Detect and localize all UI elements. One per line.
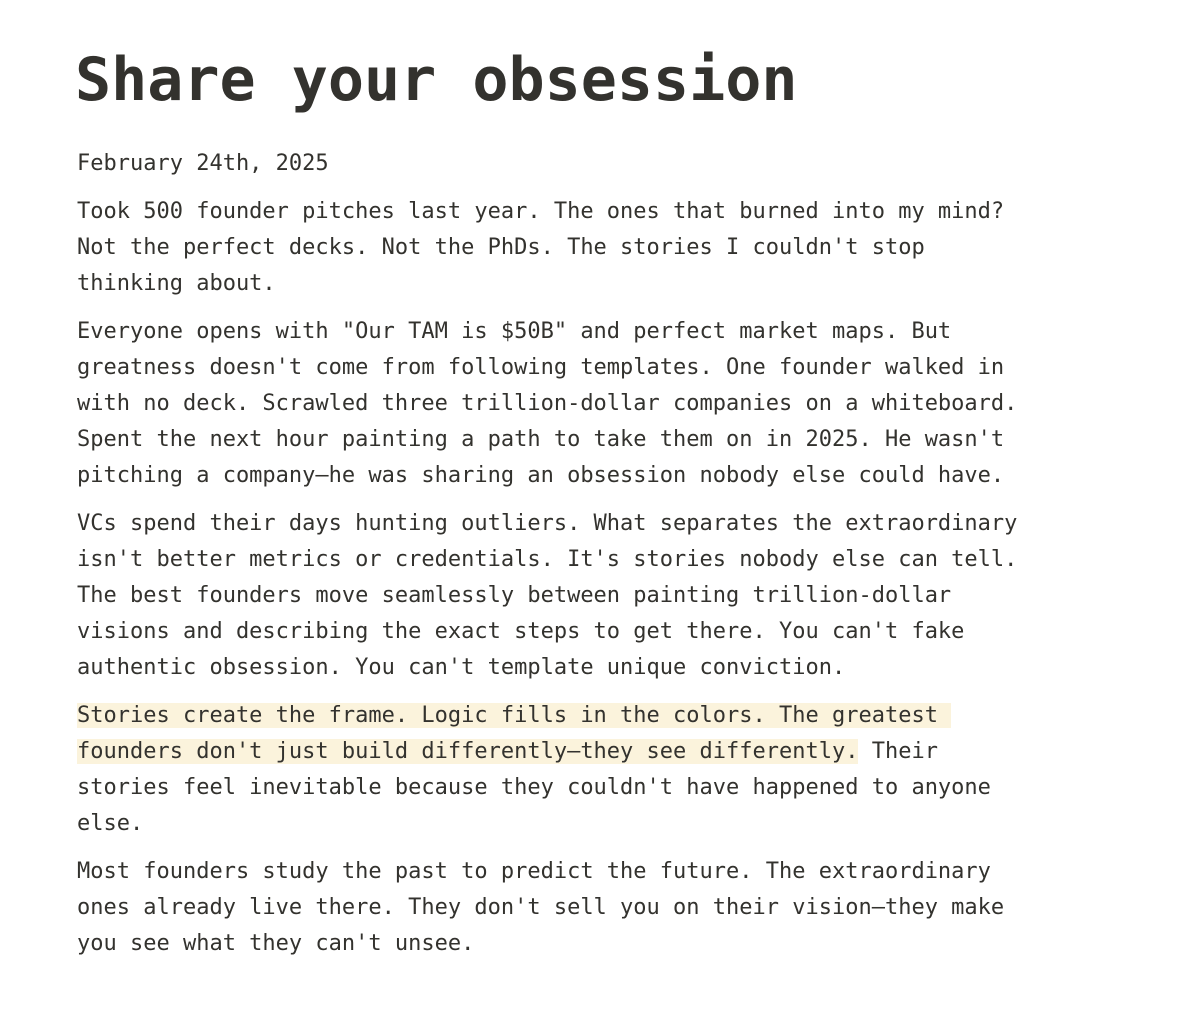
paragraph-line: Everyone opens with "Our TAM is $50B" and perfect market maps. But	[77, 319, 952, 344]
paragraph-line: greatness doesn't come from following templates. One founder walked in	[77, 355, 1005, 380]
paragraph-line: isn't better metrics or credentials. It's stories nobody else can tell.	[77, 547, 1018, 572]
paragraph-line	[77, 698, 1130, 734]
paragraph-5	[77, 854, 1130, 962]
paragraph-line	[77, 734, 1130, 770]
paragraph-line: VCs spend their days hunting outliers. What separates the extraordinary	[77, 511, 1018, 536]
article-title: Share your obsession	[75, 45, 798, 115]
paragraph-2	[77, 314, 1130, 494]
paragraph-line: thinking about.	[77, 271, 276, 296]
paragraph-line: The best founders move seamlessly between painting trillion-dollar	[77, 583, 952, 608]
highlighted-text: Stories create the frame. Logic fills in the colors. The greatest	[77, 703, 952, 728]
paragraph-line: with no deck. Scrawled three trillion-dollar companies on a whiteboard.	[77, 391, 1018, 416]
paragraph-1	[77, 194, 1130, 302]
paragraph-line: Most founders study the past to predict the future. The extraordinary	[77, 859, 991, 884]
paragraph-line: pitching a company—he was sharing an obsession nobody else could have.	[77, 463, 1005, 488]
paragraph-line: you see what they can't unsee.	[77, 931, 475, 956]
highlighted-text: founders don't just build differently—they see differently.	[77, 739, 859, 764]
paragraph-line: else.	[77, 811, 144, 836]
paragraph-line: Took 500 founder pitches last year. The ones that burned into my mind?	[77, 199, 1005, 224]
plain-text: Their	[858, 739, 938, 764]
paragraph-line: Spent the next hour painting a path to take them on in 2025. He wasn't	[77, 427, 1005, 452]
paragraph-line: ones already live there. They don't sell you on their vision—they make	[77, 895, 1005, 920]
paragraph-line: visions and describing the exact steps to get there. You can't fake	[77, 619, 965, 644]
paragraph-line: authentic obsession. You can't template unique conviction.	[77, 655, 846, 680]
paragraph-3	[77, 506, 1130, 686]
paragraph-line: stories feel inevitable because they couldn't have happened to anyone	[77, 775, 991, 800]
article-date: February 24th, 2025	[77, 151, 329, 176]
paragraph-4-highlighted	[77, 698, 1130, 842]
paragraph-line: Not the perfect decks. Not the PhDs. The stories I couldn't stop	[77, 235, 925, 260]
